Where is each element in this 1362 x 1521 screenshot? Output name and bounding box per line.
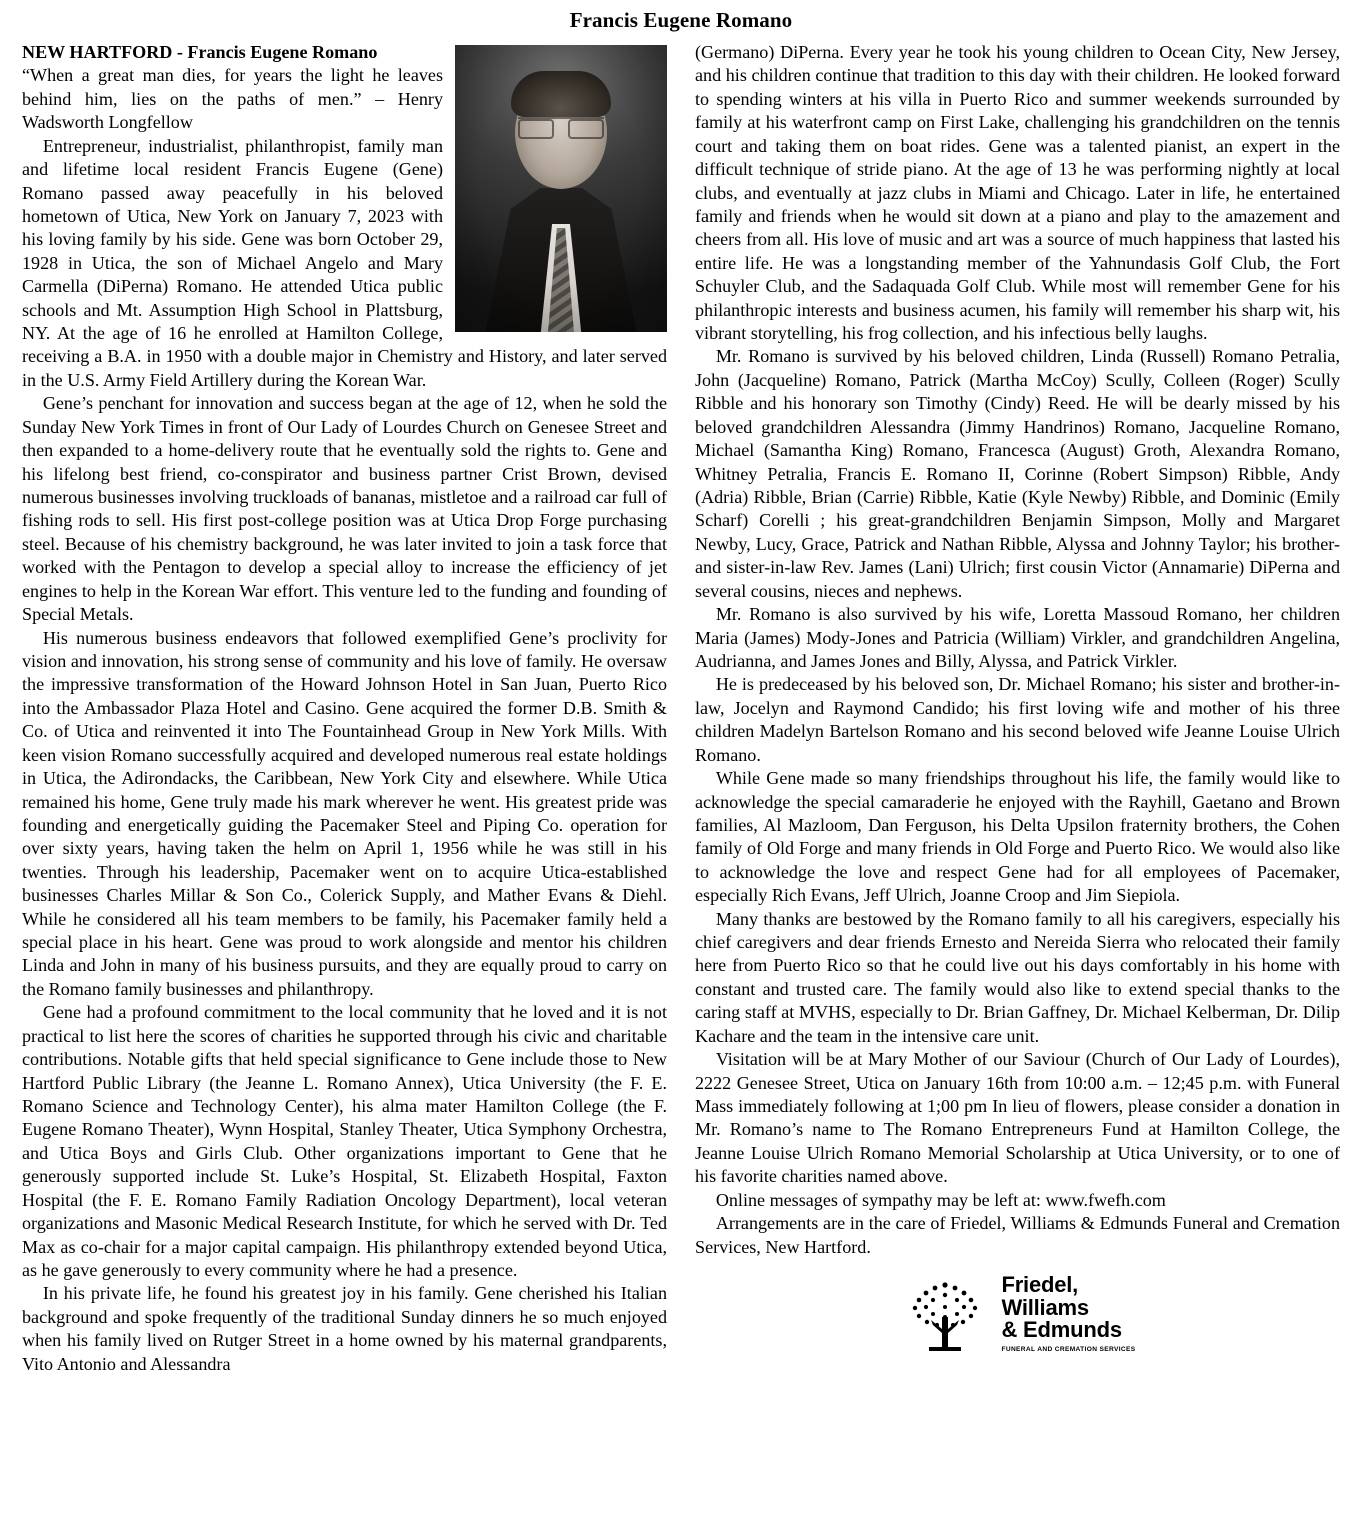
paragraph-services: Visitation will be at Mary Mother of our Saviour (Church of Our Lady of Lourdes), 2222 Genesee Street, Utica on January 16th from 10:00 a.m. – 12;45 p.m. with Funeral Mass immediately following at 1;00 pm In lieu of flowers, please consider a donation in Mr. Romano’s name to The Romano Entrepreneurs Fund at Hamilton College, the Jeanne Louise Ulrich Romano Memorial Scholarship at Utica University, or to one of his favorite charities named above. [695,1049,1340,1187]
paragraph-caregivers: Many thanks are bestowed by the Romano family to all his caregivers, especially his chief caregivers and dear friends Ernesto and Nereida Sierra who relocated their family here from Puerto Rico so that he could live out his days comfortably in his home with constant and trusted care. The family would also like to extend special thanks to the caring staff at MVHS, especially to Dr. Brian Gaffney, Dr. Michael Kelberman, Dr. Dilip Kachare and the team in the intensive care unit. [695,908,1340,1046]
page-title: Francis Eugene Romano [569,8,793,32]
paragraph-survivors-wife: Mr. Romano is also survived by his wife, Loretta Massoud Romano, her children Maria (James) Mody-Jones and Patricia (William) Virkler, and grandchildren Angelina, Audrianna, and James Jones and Billy, Alyssa, and Patrick Virkler. [695,604,1340,671]
paragraph-early-ventures: Gene’s penchant for innovation and success began at the age of 12, when he sold the Sunday New York Times in front of Our Lady of Lourdes Church on Genesee Street and then expanded to a home-delivery route that he eventually sold the rights to. Gene and his lifelong best friend, co-conspirator and business partner Crist Brown, devised numerous businesses involving truckloads of bananas, mistletoe and a railroad car full of fishing rods to sell. His first post-college position was at Utica Drop Forge purchasing steel. Because of his chemistry background, he was later invited to join a task force that worked with the Pentagon to develop a special alloy to increase the efficiency of jet engines to help in the Korean War effort. This venture led to the funding and founding of Special Metals. [22,393,667,625]
dateline-lead: NEW HARTFORD - Francis Eugene Romano [22,42,378,62]
logo-line-1: Friedel, [1001,1272,1079,1298]
paragraph-friendships: While Gene made so many friendships throughout his life, the family would like to acknowledge the special camaraderie he enjoyed with the Rayhill, Gaetano and Brown families, Al Mazloom, Dan Ferguson, his Delta Upsilon fraternity brothers, the Cohen family of Old Forge and many friends in Old Forge and Puerto Rico. We would also like to acknowledge the love and respect Gene had for all employees of Pacemaker, especially Rich Evans, Jeff Ulrich, Joanne Croop and Jim Siepiola. [695,768,1340,906]
tree-icon [899,1273,991,1355]
paragraph-arrangements: Arrangements are in the care of Friedel, Williams & Edmunds Funeral and Cremation Services, New Hartford. [695,1213,1340,1257]
paragraph-quote: “When a great man dies, for years the light he leaves behind him, lies on the paths of men.” – Henry Wadsworth Longfellow [22,65,443,133]
paragraph-business: His numerous business endeavors that followed exemplified Gene’s proclivity for vision and innovation, his strong sense of community and his love of family. He oversaw the impressive transformation of the Howard Johnson Hotel in San Juan, Puerto Rico into the Ambassador Plaza Hotel and Casino. Gene acquired the former D.B. Smith & Co. of Utica and reinvented it into The Fountainhead Group in New York Mills. With keen vision Romano successfully acquired and developed numerous real estate holdings in Utica, the Adirondacks, the Caribbean, New York City and elsewhere. While Utica remained his home, Gene truly made his mark wherever he went. His greatest pride was founding and energetically guiding the Pacemaker Steel and Piping Co. operation for over sixty years, having taken the helm on April 1, 1956 while he was still in his twenties. Through his leadership, Pacemaker went on to acquire Utica-established businesses Charles Millar & Son Co., Colerick Supply, and Mather Evans & Diehl. While he considered all his team members to be family, his Pacemaker family held a special place in his heart. Gene was proud to work alongside and mentor his children Linda and John in many of his business pursuits, and they are equally proud to carry on the Romano family businesses and philanthropy. [22,627,667,999]
logo-line-3: & Edmunds [1001,1316,1122,1342]
logo-tagline: FUNERAL AND CREMATION SERVICES [1001,1346,1136,1354]
left-column [22,41,667,1511]
paragraph-online-messages: Online messages of sympathy may be left at: www.fwefh.com [715,1189,1166,1210]
paragraph-predeceased: He is predeceased by his beloved son, Dr. Michael Romano; his sister and brother-in-law, Jocelyn and Raymond Candido; his first loving wife and mother of his three children Madelyn Bartelson Romano and his second beloved wife Jeanne Louise Ulrich Romano. [695,674,1340,765]
logo-wordmark [1001,1274,1135,1355]
paragraph-private-life: In his private life, he found his greatest joy in his family. Gene cherished his Italian background and spoke frequently of the traditional Sunday dinners he so much enjoyed when his family lived on Rutger Street in a home owned by his maternal grandparents, Vito Antonio and Alessandra [22,1283,667,1374]
paragraph-philanthropy: Gene had a profound commitment to the local community that he loved and it is not practical to list here the scores of charities he supported through his civic and charitable contributions. Notable gifts that held special significance to Gene include those to New Hartford Public Library (the Jeanne L. Romano Annex), Utica University (the F. E. Romano Science and Technology Center), his alma mater Hamilton College (the F. Eugene Romano Theater), Wynn Hospital, Stanley Theater, Utica Symphony Orchestra, and Utica Boys and Girls Club. Other organizations important to Gene that he generously supported include St. Luke’s Hospital, St. Elizabeth Hospital, Faxton Hospital (the F. E. Romano Family Radiation Oncology Department), local veteran organizations and Masonic Medical Research Institute, for which he served with Dr. Ted Max as co-chair for a major capital campaign. His philanthropy extended beyond Utica, as he gave generously to every community where he had a presence. [22,1002,667,1280]
portrait-photo [455,45,667,332]
paragraph-private-life-cont: (Germano) DiPerna. Every year he took his young children to Ocean City, New Jersey, and his children continue that tradition to this day with their children. He looked forward to spending winters at his villa in Puerto Rico and summer weekends surrounded by family at his waterfront camp on First Lake, challenging his grandchildren on the tennis court and taking them on boat rides. Gene was a talented pianist, an expert in the difficult technique of stride piano. At the age of 13 he was performing nightly at local clubs, and eventually at jazz clubs in Miami and Chicago. Later in life, he entertained family and friends when he would sit down at a piano and play to the amazement and cheers from all. His love of music and art was a source of much happiness that lasted his entire life. He was a longstanding member of the Yahnundasis Golf Club, the Fort Schuyler Club, and the Sadaquada Golf Club. While most will remember Gene for his philanthropic interests and business acumen, his family will remember his sharp wit, his vibrant storytelling, his frog collection, and his infectious belly laughs. [695,42,1340,344]
funeral-home-logo [695,1273,1340,1355]
portrait-vignette [455,45,667,332]
right-column [695,41,1340,1511]
paragraph-biography: Entrepreneur, industrialist, philanthropist, family man and lifetime local resident Francis Eugene (Gene) Romano passed away peacefully in his beloved hometown of Utica, New York on January 7, 2023 with his loving family by his side. Gene was born October 29, 1928 in Utica, the son of Michael Angelo and Mary Carmella (DiPerna) Romano. He attended Utica public schools and Mt. Assumption High School in Plattsburg, NY. At the age of 16 he enrolled at Hamilton College, receiving a B.A. in 1950 with a double major in Chemistry and History, and later served in the U.S. Army Field Artillery during the Korean War. [22,135,667,390]
paragraph-survivors: Mr. Romano is survived by his beloved children, Linda (Russell) Romano Petralia, John (Jacqueline) Romano, Patrick (Martha McCoy) Scully, Colleen (Roger) Scully Ribble and his honorary son Timothy (Cindy) Reed. He will be dearly missed by his beloved grandchildren Alessandra (Jimmy Handrinos) Romano, Jacqueline Romano, Michael (Samantha King) Romano, Francesca (August) Groth, Alexandra Romano, Whitney Petralia, Francis E. Romano II, Corinne (Robert Simpson) Ribble, Andy (Adria) Ribble, Brian (Carrie) Ribble, Katie (Kyle Newby) Ribble, and Dominic (Emily Scharf) Corelli ; his great-grandchildren Benjamin Simpson, Molly and Margaret Newby, Lucy, Grace, Patrick and Nathan Ribble, Alyssa and Johnny Taylor; his brother- and sister-in-law Rev. James (Lani) Ulrich; first cousin Victor (Annamarie) DiPerna and several cousins, nieces and nephews. [695,346,1340,601]
article-columns [0,41,1362,1511]
logo-line-2: Williams [1001,1294,1089,1320]
